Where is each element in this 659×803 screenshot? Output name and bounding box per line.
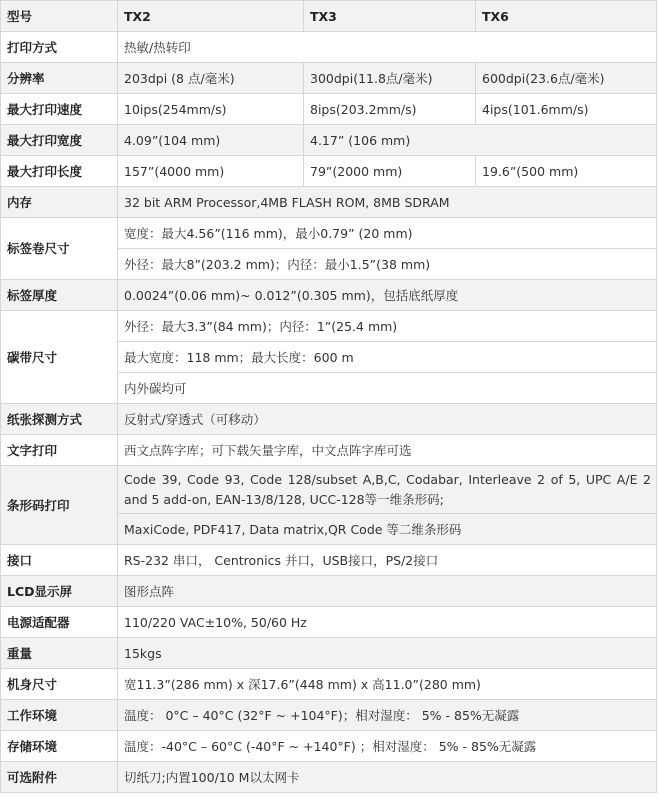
value-tx6: 19.6”(500 mm)	[476, 156, 657, 187]
row-value: 15kgs	[118, 638, 657, 669]
row-label: 打印方式	[1, 32, 118, 63]
header-model-tx3: TX3	[304, 1, 476, 32]
row-value: 图形点阵	[118, 576, 657, 607]
row-value: 反射式/穿透式（可移动）	[118, 404, 657, 435]
row-dimensions	[1, 669, 657, 700]
row-value: 32 bit ARM Processor,4MB FLASH ROM, 8MB SDRAM	[118, 187, 657, 218]
row-label-thickness	[1, 280, 657, 311]
row-value: 宽度：最大4.56”(116 mm)，最小0.79” (20 mm)	[118, 218, 657, 249]
value-tx3-tx6: 4.17” (106 mm)	[304, 125, 657, 156]
row-value: 110/220 VAC±10%, 50/60 Hz	[118, 607, 657, 638]
row-memory	[1, 187, 657, 218]
value-tx6: 4ips(101.6mm/s)	[476, 94, 657, 125]
value-tx2: 203dpi (8 点/毫米)	[118, 63, 304, 94]
row-max-speed	[1, 94, 657, 125]
row-label-roll-1	[1, 218, 657, 249]
row-options	[1, 762, 657, 793]
row-label: 最大打印长度	[1, 156, 118, 187]
row-label: 最大打印宽度	[1, 125, 118, 156]
row-value: 最大宽度：118 mm；最大长度：600 m	[118, 342, 657, 373]
row-value: 温度：-40°C – 60°C (-40°F ~ +140°F) ；相对湿度： 5% - 85%无凝露	[118, 731, 657, 762]
row-label: 标签厚度	[1, 280, 118, 311]
header-label: 型号	[1, 1, 118, 32]
row-value: 西文点阵字库；可下载矢量字库，中文点阵字库可选	[118, 435, 657, 466]
row-value: MaxiCode, PDF417, Data matrix,QR Code 等二维条形码	[118, 514, 657, 545]
row-text-print	[1, 435, 657, 466]
row-ribbon-1	[1, 311, 657, 342]
value-tx2: 157”(4000 mm)	[118, 156, 304, 187]
row-value: 外径：最大8”(203.2 mm)；内径：最小1.5”(38 mm)	[118, 249, 657, 280]
header-model-tx2: TX2	[118, 1, 304, 32]
row-value: 0.0024”(0.06 mm)~ 0.012”(0.305 mm)，包括底纸厚度	[118, 280, 657, 311]
value-tx3: 300dpi(11.8点/毫米)	[304, 63, 476, 94]
row-value: RS-232 串口， Centronics 并口，USB接口，PS/2接口	[118, 545, 657, 576]
row-resolution	[1, 63, 657, 94]
row-label: LCD显示屏	[1, 576, 118, 607]
value-tx2: 10ips(254mm/s)	[118, 94, 304, 125]
value-tx3: 79”(2000 mm)	[304, 156, 476, 187]
row-sensor	[1, 404, 657, 435]
value-tx6: 600dpi(23.6点/毫米)	[476, 63, 657, 94]
row-label: 电源适配器	[1, 607, 118, 638]
header-model-tx6: TX6	[476, 1, 657, 32]
row-max-length	[1, 156, 657, 187]
row-operating-env	[1, 700, 657, 731]
row-print-method	[1, 32, 657, 63]
row-label: 分辨率	[1, 63, 118, 94]
row-label: 纸张探测方式	[1, 404, 118, 435]
row-label: 最大打印速度	[1, 94, 118, 125]
value-tx2: 4.09”(104 mm)	[118, 125, 304, 156]
row-value: Code 39, Code 93, Code 128/subset A,B,C, Codabar, Interleave 2 of 5, UPC A/E 2 and 5 add-on, EAN-13/8/128, UCC-128等一维条形码;	[118, 466, 657, 514]
row-lcd	[1, 576, 657, 607]
row-label: 标签卷尺寸	[1, 218, 118, 280]
row-label: 存储环境	[1, 731, 118, 762]
row-label: 内存	[1, 187, 118, 218]
row-power	[1, 607, 657, 638]
row-weight	[1, 638, 657, 669]
row-label: 可选附件	[1, 762, 118, 793]
row-value: 宽11.3”(286 mm) x 深17.6”(448 mm) x 高11.0”(280 mm)	[118, 669, 657, 700]
row-value: 热敏/热转印	[118, 32, 657, 63]
row-barcode-1	[1, 466, 657, 514]
row-label: 机身尺寸	[1, 669, 118, 700]
row-label: 重量	[1, 638, 118, 669]
header-row	[1, 1, 657, 32]
row-label: 工作环境	[1, 700, 118, 731]
row-value: 内外碳均可	[118, 373, 657, 404]
row-value: 温度： 0°C – 40°C (32°F ~ +104°F)；相对湿度： 5% - 85%无凝露	[118, 700, 657, 731]
row-label: 接口	[1, 545, 118, 576]
row-label: 碳带尺寸	[1, 311, 118, 404]
value-tx3: 8ips(203.2mm/s)	[304, 94, 476, 125]
row-max-width	[1, 125, 657, 156]
row-value: 切纸刀;内置100/10 M以太网卡	[118, 762, 657, 793]
row-value: 外径：最大3.3”(84 mm)；内径：1”(25.4 mm)	[118, 311, 657, 342]
row-label: 文字打印	[1, 435, 118, 466]
row-label: 条形码打印	[1, 466, 118, 545]
row-interface	[1, 545, 657, 576]
row-storage-env	[1, 731, 657, 762]
